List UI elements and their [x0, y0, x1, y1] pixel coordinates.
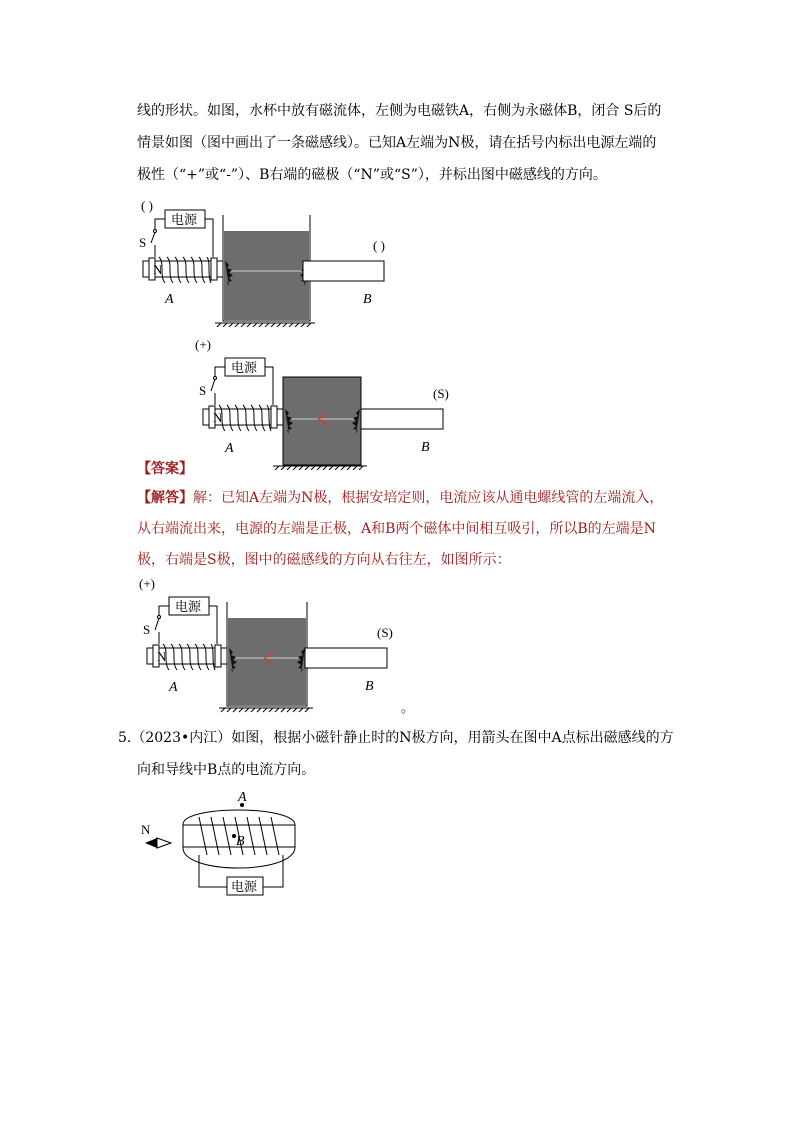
fig3-switch-pivot [158, 616, 161, 619]
fig4-point-b-label: B [236, 834, 245, 849]
fig1-fluid [224, 231, 309, 320]
fig4-wire-left [199, 855, 229, 887]
fig3-right-bracket: (S) [377, 625, 393, 640]
fig2-switch [211, 379, 215, 391]
fig3-label-a: A [169, 680, 178, 695]
fig1-switch-pivot [154, 230, 157, 233]
fig3-magnet-b [305, 648, 387, 668]
answer-line-1-text: 解：已知A左端为N极，根据安培定则，电流应该从通电螺线管的左端流入， [193, 490, 664, 506]
fig1-right-bracket: ( ) [373, 238, 385, 253]
figure-1-electromagnet [135, 195, 405, 327]
fig3-switch-label: S [143, 622, 151, 637]
fig1-magnet-b [303, 261, 384, 281]
fig3-right-flange [215, 645, 221, 667]
fig3-switch [155, 618, 159, 630]
fig2-right-flange [271, 406, 277, 428]
fig3-wire-left [159, 606, 169, 616]
fig3-wire-right [209, 606, 217, 644]
fig1-ground-hatch [217, 323, 311, 327]
fig3-label-b: B [365, 679, 374, 694]
answer-line-1 [137, 488, 663, 508]
fig2-label-a: A [225, 441, 234, 456]
fig4-needle-south [157, 838, 171, 848]
fig1-switch-label: S [139, 235, 147, 250]
fig2-switch-pivot [214, 377, 217, 380]
fig1-wire-right [205, 219, 213, 257]
fig1-pole-label: N [153, 262, 163, 277]
fig1-label-a: A [165, 292, 174, 307]
intro-line-2: 情景如图（图中画出了一条磁感线）。已知A左端为N极，请在括号内标出电源左端的 [137, 135, 657, 151]
fig1-label-b: B [363, 292, 372, 307]
fig2-ground-hatch [275, 466, 363, 470]
fig4-needle-north [145, 838, 157, 848]
fig2-wire-left [215, 367, 225, 377]
fig3-end-mark: 。 [401, 701, 415, 714]
fig1-right-flange [211, 258, 217, 280]
fig4-wire-right [261, 855, 283, 887]
fig3-fluid [228, 618, 306, 705]
question-5-line-1: 5.（2023•内江）如图，根据小磁针静止时的N极方向，用箭头在图中A点标出磁感线的方 [118, 730, 674, 746]
fig2-power-label: 电源 [231, 361, 258, 376]
fig3-power-label: 电源 [175, 600, 202, 615]
fig3-pole-label: N [157, 649, 167, 664]
answer-tag: 【答案】 [137, 461, 193, 477]
intro-line-3: 极性（“+”或“-”）、B右端的磁极（“N”或“S”），并标出图中磁感线的方向。 [137, 167, 607, 183]
fig2-right-bracket: (S) [433, 386, 449, 401]
figure-3-answer [137, 574, 417, 714]
fig2-switch-label: S [199, 383, 207, 398]
fig2-label-b: B [421, 440, 430, 455]
fig1-left-bracket: ( ) [141, 198, 153, 213]
fig1-switch [151, 232, 155, 243]
fig3-left-bracket: (+) [139, 576, 155, 591]
intro-line-1: 线的形状。如图，水杯中放有磁流体，左侧为电磁铁A，右侧为永磁体B，闭合 S后的 [137, 103, 662, 119]
fig4-needle-label: N [141, 822, 151, 837]
figure-4-solenoid [135, 787, 325, 899]
answer-line-3: 极，右端是S极，图中的磁感线的方向从右往左，如图所示： [137, 552, 511, 568]
explain-tag: 【解答】 [137, 490, 193, 506]
answer-line-2: 从右端流出来，电源的左端是正极，A和B两个磁体中间相互吸引，所以B的左端是N [137, 521, 656, 537]
fig4-point-a-label: A [238, 790, 247, 805]
fig2-left-bracket: (+) [195, 337, 211, 352]
question-5-line-2: 向和导线中B点的电流方向。 [137, 762, 316, 778]
fig4-power-label: 电源 [231, 880, 258, 895]
fig2-pole-label: N [213, 410, 223, 425]
figure-2-answer-annotated [195, 335, 465, 470]
fig2-wire-right [265, 367, 273, 405]
fig1-power-label: 电源 [171, 213, 198, 228]
fig2-magnet-b [361, 409, 443, 429]
fig3-ground-hatch [221, 708, 309, 712]
fig1-wire-left [155, 219, 165, 230]
